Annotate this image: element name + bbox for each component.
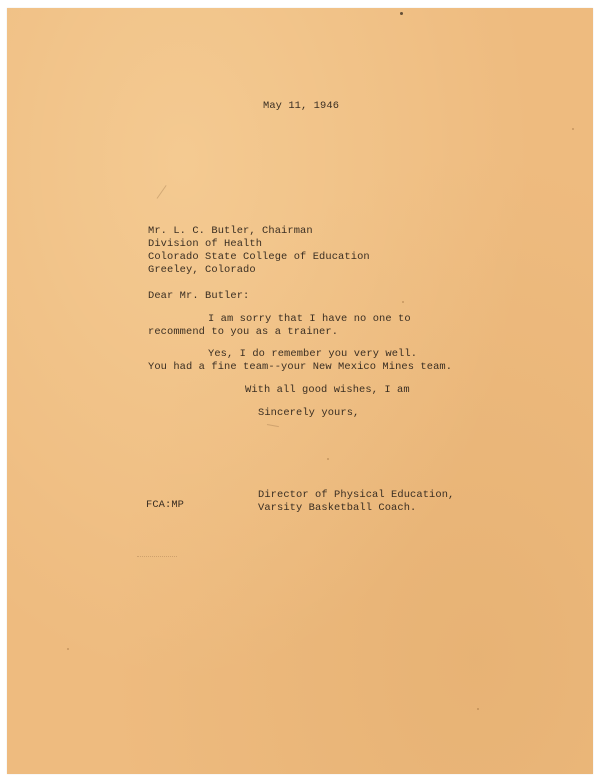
paper-scratch — [267, 424, 279, 427]
signature-title-line: Varsity Basketball Coach. — [258, 502, 417, 514]
paper-speck — [67, 648, 69, 650]
closing: Sincerely yours, — [258, 407, 360, 419]
paper-speck — [400, 12, 403, 15]
body-line: I am sorry that I have no one to — [208, 313, 411, 325]
paper-scratch — [157, 185, 167, 199]
letter-date: May 11, 1946 — [263, 100, 340, 112]
body-line: You had a fine team--your New Mexico Mines team. — [148, 361, 453, 373]
recipient-line: Division of Health — [148, 238, 263, 250]
typist-initials: FCA:MP — [146, 499, 185, 511]
letter-page — [7, 8, 593, 774]
body-line: Yes, I do remember you very well. — [208, 348, 418, 360]
paper-scratch — [137, 556, 177, 557]
paper-speck — [402, 301, 404, 303]
paper-speck — [327, 458, 329, 460]
signature-title-line: Director of Physical Education, — [258, 489, 455, 501]
salutation: Dear Mr. Butler: — [148, 290, 250, 302]
recipient-line: Greeley, Colorado — [148, 264, 256, 276]
paper-speck — [477, 708, 479, 710]
paper-speck — [572, 128, 574, 130]
recipient-line: Colorado State College of Education — [148, 251, 370, 263]
recipient-line: Mr. L. C. Butler, Chairman — [148, 225, 313, 237]
body-line: recommend to you as a trainer. — [148, 326, 339, 338]
body-line: With all good wishes, I am — [245, 384, 410, 396]
